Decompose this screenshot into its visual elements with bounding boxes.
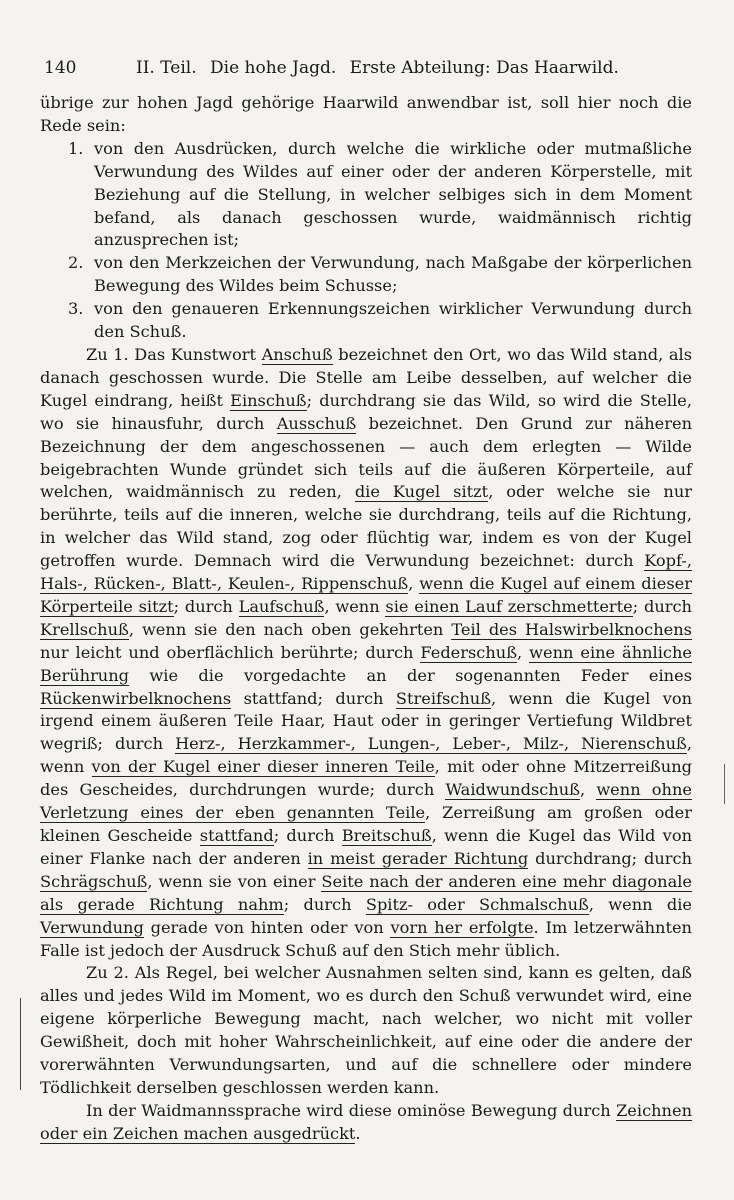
header-book: Die hohe Jagd. bbox=[210, 58, 337, 78]
underlined-term: sie einen Lauf zerschmetterte bbox=[385, 596, 633, 616]
text-run: , wenn die Kugel von irgend einem äußeren Teile Haar, Haut oder in geringer Vertiefung Wildbret wegriß; durch bbox=[40, 688, 693, 754]
paragraph-zu-2: Zu 2. Als Regel, bei welcher Ausnahmen selten sind, kann es gelten, daß alles und jedes Wild im Moment, wo es durch den Schuß verwundet wird, eine eigene körperliche Bewegung macht, nach welcher, wo nicht mit voller Gewißheit, doch mit hoher Wahrscheinlichkeit, auf eine oder die andere der vorerwähnten Verwundungsarten, und auf die schnellere oder mindere Tödlichkeit derselben geschlossen werden kann. bbox=[40, 963, 692, 1097]
text-run: , bbox=[517, 642, 530, 662]
text-run: stattfand; durch bbox=[231, 688, 396, 708]
text-run: , wenn bbox=[40, 734, 692, 777]
underlined-term: Streifschuß bbox=[395, 688, 492, 708]
underlined-term: Federschuß bbox=[420, 642, 518, 662]
text-run: ; durchdrang sie das Wild, so wird die Stelle, wo sie hinausfuhr, durch bbox=[40, 390, 692, 433]
text-run: bezeichnet. Den Grund zur näheren Bezeichnung der dem angeschossenen — auch dem erlegten — Wilde beigebrachten Wunde gründet sich teils auf die äußeren Körperteile, auf welchen, waidmännisch zu reden, bbox=[40, 413, 692, 502]
numbered-list bbox=[40, 138, 692, 344]
underlined-term: Schrägschuß bbox=[40, 871, 148, 891]
underlined-term: wenn eine ähnliche Berührung bbox=[40, 642, 692, 685]
underlined-term: Breitschuß bbox=[341, 826, 432, 845]
underlined-term: Seite nach der anderen eine mehr diagonale als gerade Richtung nahm bbox=[40, 871, 692, 914]
text-run: , wenn bbox=[324, 596, 386, 616]
margin-bracket-mark bbox=[724, 764, 731, 804]
text-run: ; durch bbox=[173, 596, 239, 616]
underlined-term: Laufschuß bbox=[238, 596, 325, 616]
list-text: von den Merkzeichen der Verwundung, nach Maßgabe der körperlichen Bewegung des Wildes beim Schusse; bbox=[94, 253, 692, 296]
underlined-term: von der Kugel einer dieser inneren Teile bbox=[91, 757, 435, 777]
underlined-term: Einschuß bbox=[230, 390, 307, 410]
list-text: von den genaueren Erkennungszeichen wirklicher Verwundung durch den Schuß. bbox=[94, 299, 692, 342]
text-run: , bbox=[408, 574, 420, 594]
text-run: . bbox=[355, 1123, 361, 1143]
underlined-term: Verwundung bbox=[40, 917, 144, 937]
underlined-term: stattfand bbox=[199, 826, 274, 845]
underlined-term: in meist gerader Richtung bbox=[307, 848, 529, 868]
page-body bbox=[40, 92, 692, 1146]
underlined-term: Ausschuß bbox=[276, 413, 357, 433]
page-number: 140 bbox=[44, 58, 77, 78]
text-run: . Im letzerwähnten Falle ist jedoch der Ausdruck Schuß auf den Stich mehr üblich. bbox=[40, 917, 692, 960]
underlined-term: Anschuß bbox=[261, 344, 333, 364]
header-part: II. Teil. bbox=[136, 58, 197, 78]
text-run: ; durch bbox=[273, 826, 342, 845]
text-run: , wenn sie den nach oben gekehrten bbox=[128, 619, 452, 639]
underlined-term: wenn die Kugel auf einem dieser Körperteile sitzt bbox=[40, 574, 693, 616]
running-header bbox=[44, 56, 634, 80]
text-run: , wenn sie von einer bbox=[147, 871, 322, 891]
list-number: 2. bbox=[68, 253, 84, 273]
underlined-term: Teil des Halswirbelknochens bbox=[451, 619, 692, 639]
text-run: nur leicht und oberflächlich berührte; durch bbox=[40, 642, 421, 662]
underlined-term: Rückenwirbelknochens bbox=[40, 688, 232, 708]
list-number: 1. bbox=[68, 138, 84, 158]
text-run: gerade von hinten oder von bbox=[143, 917, 391, 937]
underlined-term: wenn ohne Verletzung eines der eben genannten Teile bbox=[40, 780, 692, 823]
underlined-term: Krellschuß bbox=[40, 619, 129, 639]
underlined-term: Waidwundschuß bbox=[445, 780, 580, 800]
intro-paragraph: übrige zur hohen Jagd gehörige Haarwild anwendbar ist, soll hier noch die Rede sein: bbox=[40, 93, 692, 135]
header-section: Erste Abteilung: Das Haarwild. bbox=[349, 58, 619, 78]
list-item bbox=[40, 298, 692, 344]
text-run: , oder welche sie nur berührte, teils auf die inneren, welche sie durchdrang, teils auf die Richtung, in welcher das Wild stand, zog oder flüchtig war, indem es von der Kugel getroffen wurde. Demnach wird die Verwundung bezeichnet: durch bbox=[40, 482, 692, 571]
text-run: durchdrang; durch bbox=[528, 848, 692, 868]
text-run: , bbox=[579, 780, 597, 800]
underlined-term: die Kugel sitzt bbox=[354, 482, 489, 502]
list-item bbox=[40, 138, 692, 253]
text-run: Zu 1. Das Kunstwort bbox=[86, 344, 262, 364]
list-item bbox=[40, 252, 692, 298]
underlined-term: Herz-, Herzkammer-, Lungen-, Leber-, Milz-, Nierenschuß bbox=[175, 734, 687, 754]
text-run: wie die vorgedachte an der sogenannten Feder eines bbox=[129, 665, 692, 685]
underlined-term: Kopf-, Hals-, Rücken-, Blatt-, Keulen-, Rippenschuß bbox=[40, 551, 692, 594]
underlined-term: Spitz- oder Schmalschuß bbox=[365, 894, 589, 914]
text-run: ; durch bbox=[632, 596, 692, 616]
text-run: , mit oder ohne Mitzerreißung des Gescheides, durchdrungen wurde; durch bbox=[40, 757, 692, 800]
paragraph-zu-1 bbox=[40, 344, 692, 962]
closing-paragraph bbox=[40, 1100, 692, 1146]
underlined-term: vorn her erfolgte bbox=[390, 917, 534, 937]
text-run: bezeichnet den Ort, wo das Wild stand, als danach geschossen wurde. Die Stelle am Leibe desselben, auf welcher die Kugel eindrang, heißt bbox=[40, 344, 692, 410]
text-run: ; durch bbox=[283, 894, 366, 914]
underlined-term: oder ein Zeichen machen ausgedrückt bbox=[40, 1123, 356, 1143]
text-run: In der Waidmannssprache wird diese ominöse Bewegung durch bbox=[86, 1100, 617, 1120]
text-run: , Zerreißung am großen oder kleinen Gescheide bbox=[40, 803, 692, 845]
text-run: , wenn die bbox=[588, 894, 692, 914]
margin-pencil-mark bbox=[20, 998, 21, 1090]
underlined-term: Zeichnen bbox=[616, 1100, 692, 1120]
text-run: , wenn die Kugel das Wild von einer Flanke nach der anderen bbox=[40, 826, 692, 868]
list-text: von den Ausdrücken, durch welche die wirkliche oder mutmaßliche Verwundung des Wildes auf einer oder der anderen Körperstelle, mit Beziehung auf die Stellung, in welcher selbiges sich in dem Moment befand, als danach geschossen wurde, waidmännisch richtig anzusprechen ist; bbox=[94, 138, 692, 250]
list-number: 3. bbox=[68, 299, 84, 319]
